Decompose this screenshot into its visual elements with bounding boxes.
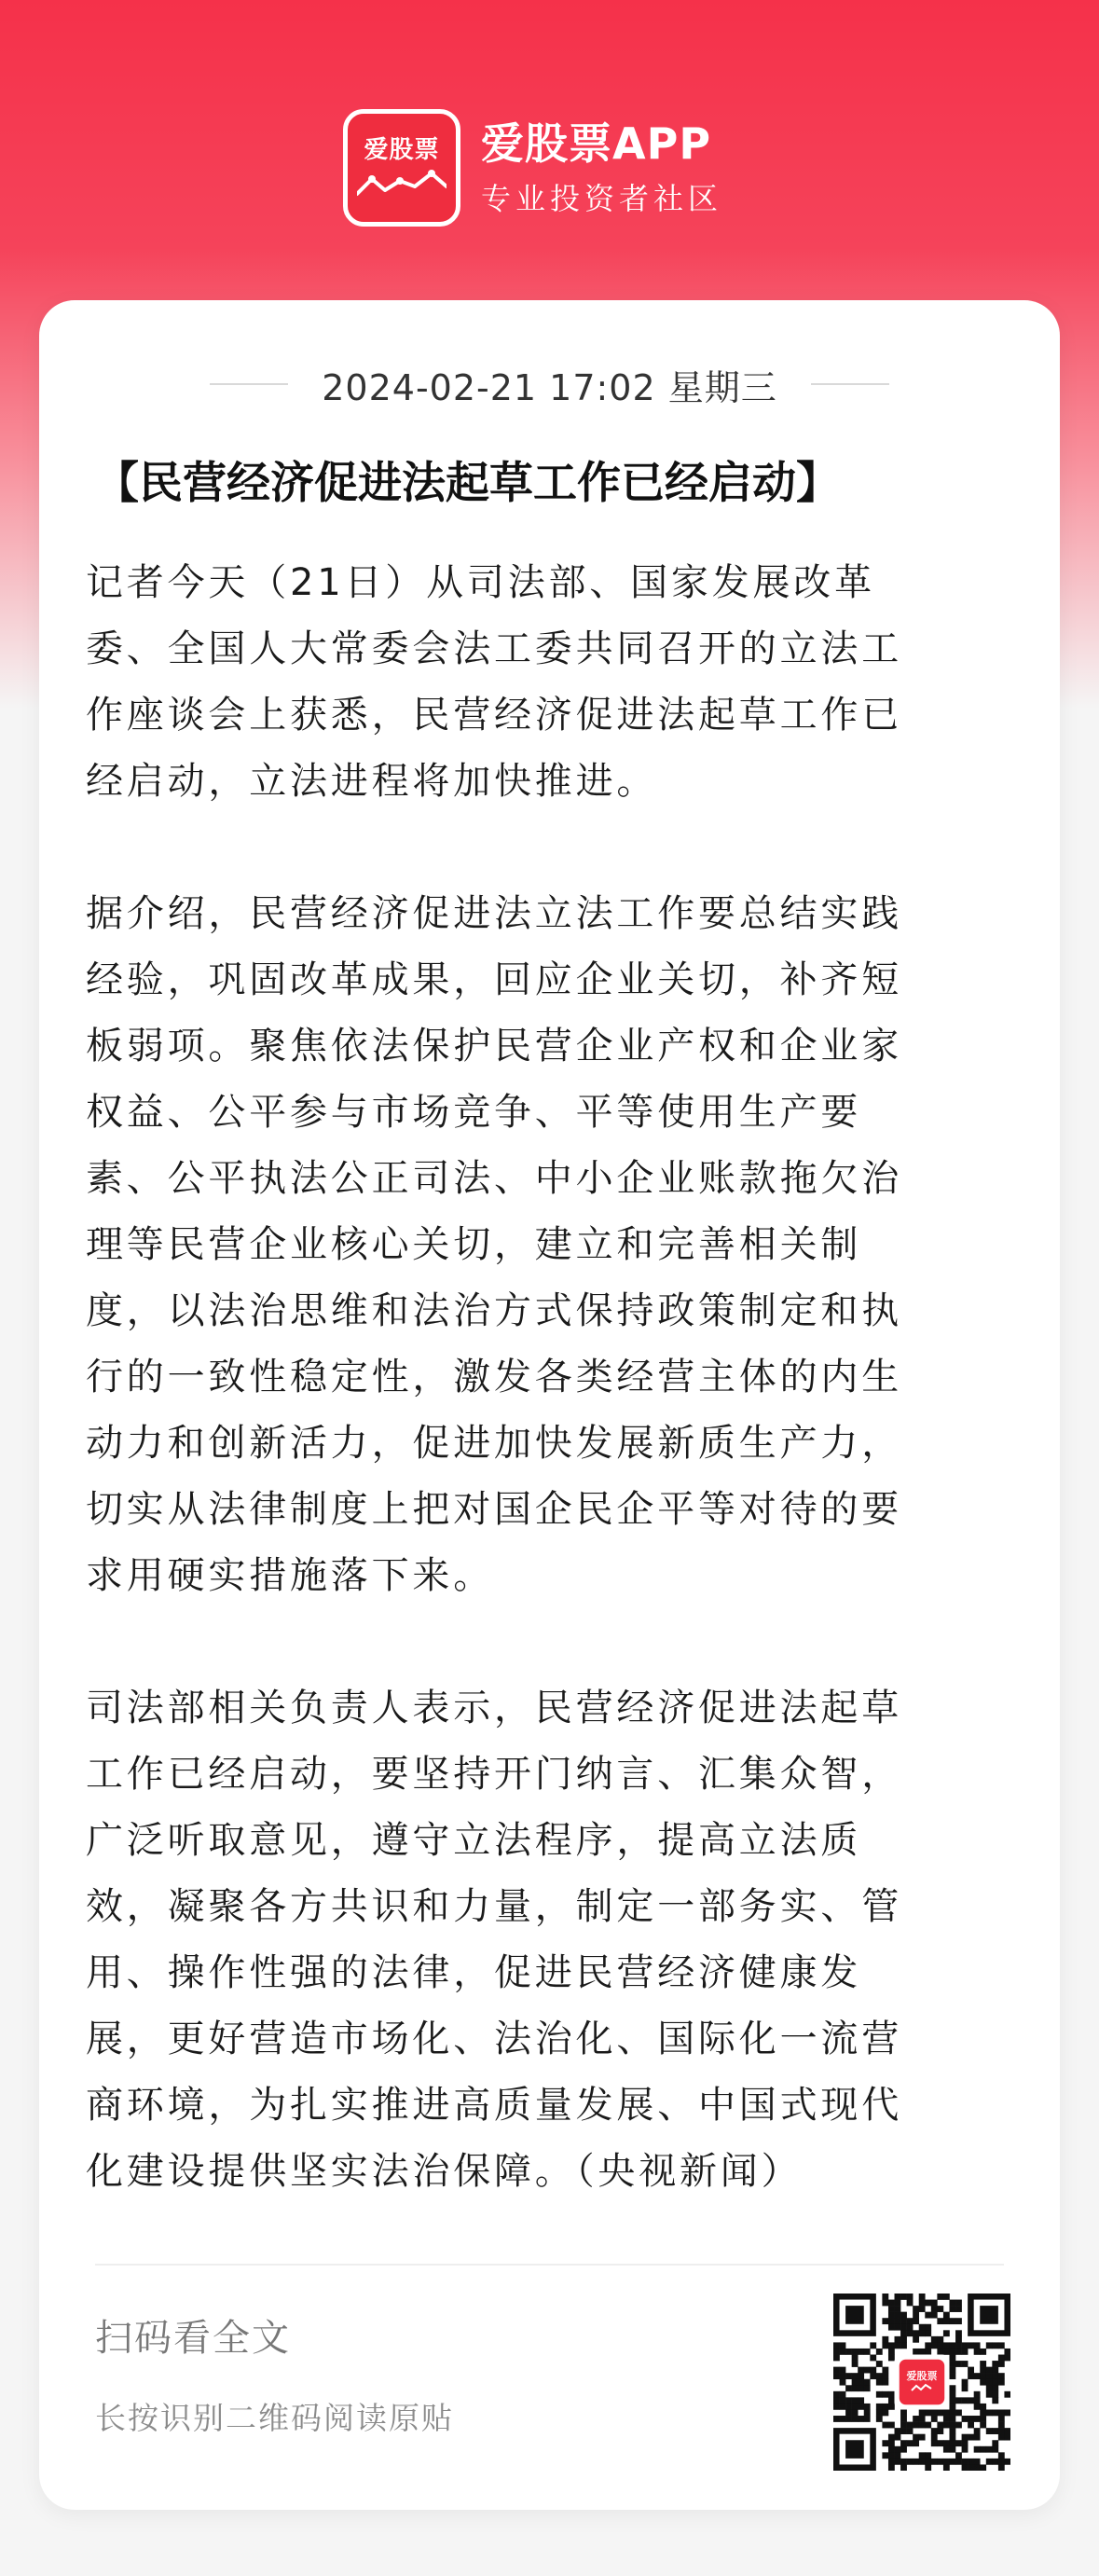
paragraph-line: 化建设提供坚实法治保障。（央视新闻） bbox=[86, 2150, 803, 2193]
paragraph-line: 司法部相关负责人表示，民营经济促进法起草 bbox=[86, 1687, 902, 1729]
paragraph-line: 记者今天（21日）从司法部、国家发展改革 bbox=[86, 561, 875, 604]
article-datetime: 2024-02-21 17:02 星期三 bbox=[322, 366, 777, 408]
paragraph-line: 广泛听取意见，遵守立法程序，提高立法质 bbox=[86, 1819, 862, 1862]
paragraph-line: 展，更好营造市场化、法治化、国际化一流营 bbox=[86, 2018, 902, 2060]
scan-subtitle: 长按识别二维码阅读原贴 bbox=[95, 2400, 454, 2436]
paragraph-line: 求用硬实措施落下来。 bbox=[86, 1554, 494, 1597]
paragraph-line: 板弱项。聚焦依法保护民营企业产权和企业家 bbox=[86, 1025, 902, 1068]
paragraph-line: 委、全国人大常委会法工委共同召开的立法工 bbox=[86, 627, 902, 670]
paragraph-line: 行的一致性稳定性，激发各类经营主体的内生 bbox=[86, 1356, 902, 1398]
date-divider-left bbox=[210, 383, 288, 385]
chart-line-icon bbox=[357, 166, 446, 203]
paragraph-line: 度，以法治思维和法治方式保持政策制定和执 bbox=[86, 1289, 902, 1332]
article-paragraph bbox=[86, 1675, 1065, 2205]
paragraph-line: 工作已经启动，要坚持开门纳言、汇集众智， bbox=[86, 1753, 902, 1796]
scan-title: 扫码看全文 bbox=[95, 2317, 291, 2360]
paragraph-line: 经验，巩固改革成果，回应企业关切，补齐短 bbox=[86, 958, 902, 1001]
paragraph-line: 动力和创新活力，促进加快发展新质生产力， bbox=[86, 1422, 902, 1465]
qr-logo-text: 爱股票 bbox=[906, 2370, 938, 2382]
qr-code[interactable] bbox=[833, 2294, 1010, 2471]
paragraph-line: 经启动，立法进程将加快推进。 bbox=[86, 760, 658, 803]
paragraph-line: 据介绍，民营经济促进法立法工作要总结实践 bbox=[86, 892, 902, 935]
qr-code-graphic bbox=[833, 2294, 1010, 2471]
article-paragraph bbox=[86, 550, 1065, 815]
footer-divider bbox=[95, 2264, 1004, 2266]
logo-text: 爱股票 bbox=[364, 136, 440, 164]
paragraph-line: 切实从法律制度上把对国企民企平等对待的要 bbox=[86, 1488, 902, 1531]
paragraph-line: 效，凝聚各方共识和力量，制定一部务实、管 bbox=[86, 1885, 902, 1928]
app-name: 爱股票APP bbox=[481, 118, 712, 169]
app-slogan: 专业投资者社区 bbox=[481, 181, 723, 216]
article-card bbox=[39, 300, 1060, 2510]
paragraph-line: 商环境，为扎实推进高质量发展、中国式现代 bbox=[86, 2084, 902, 2127]
paragraph-line: 素、公平执法公正司法、中小企业账款拖欠治 bbox=[86, 1157, 902, 1200]
article-title: 【民营经济促进法起草工作已经启动】 bbox=[95, 458, 840, 509]
app-header bbox=[343, 108, 722, 227]
date-row bbox=[39, 358, 1060, 410]
paragraph-line: 用、操作性强的法律，促进民营经济健康发 bbox=[86, 1951, 862, 1994]
paragraph-line: 理等民营企业核心关切，建立和完善相关制 bbox=[86, 1223, 862, 1266]
article-paragraph bbox=[86, 881, 1065, 1609]
date-divider-right bbox=[811, 383, 889, 385]
article-body bbox=[86, 550, 1065, 2205]
paragraph-line: 作座谈会上获悉，民营经济促进法起草工作已 bbox=[86, 694, 902, 737]
qr-logo bbox=[900, 2360, 944, 2404]
app-logo bbox=[343, 109, 460, 227]
paragraph-line: 权益、公平参与市场竞争、平等使用生产要 bbox=[86, 1091, 862, 1134]
